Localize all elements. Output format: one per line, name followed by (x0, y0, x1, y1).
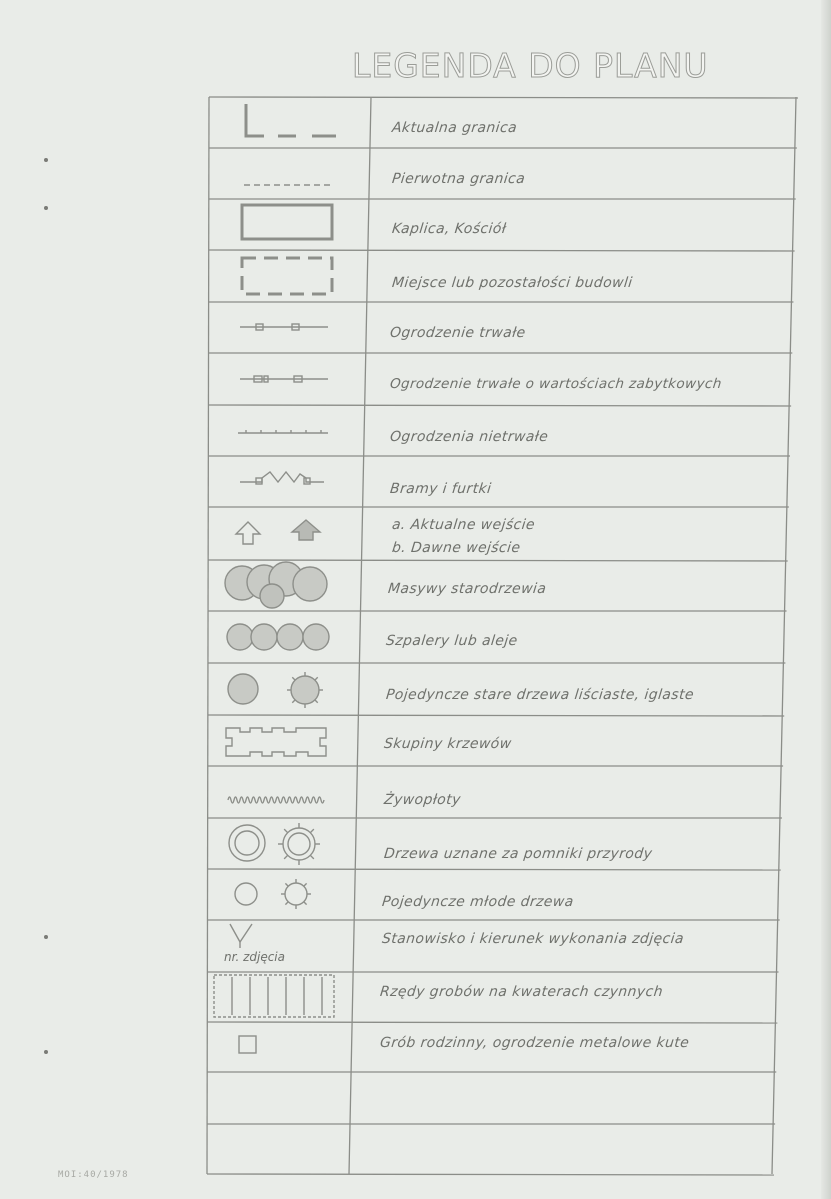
chapel-church-icon (242, 205, 332, 239)
photo-number-label: nr. zdjęcia (224, 950, 285, 964)
table-row-line (208, 405, 791, 406)
old-tree-masses-icon (225, 562, 327, 608)
legend-label-current-boundary: Aktualna granica (391, 120, 518, 136)
gates-icon (240, 472, 324, 484)
entrance-arrows-icon (236, 520, 320, 544)
table-row-line (207, 1022, 777, 1023)
legend-label-family-grave: Grób rodzinny, ogrodzenie metalowe kute (379, 1035, 691, 1051)
archive-stamp: MOI:40/1978 (58, 1170, 129, 1180)
table-right-border (772, 97, 796, 1174)
table-left-border (207, 97, 209, 1174)
hedges-icon (228, 797, 324, 803)
table-row-line (208, 715, 784, 716)
legend-label-historic-fence: Ogrodzenie trwałe o wartościach zabytkowych (389, 376, 723, 392)
legend-label-old-tree-masses: Masywy starodrzewia (387, 581, 548, 597)
legend-label-rows-avenues: Szpalery lub aleje (385, 633, 519, 649)
current-boundary-icon (246, 104, 336, 136)
table-row-line (207, 1174, 774, 1175)
legend-label-nature-monuments: Drzewa uznane za pomniki przyrody (383, 846, 654, 862)
legend-label-gates: Bramy i furtki (389, 481, 493, 497)
legend-label-former-entrance: b. Dawne wejście (391, 540, 522, 556)
permanent-fence-icon (240, 324, 328, 330)
table-column-divider (349, 97, 371, 1174)
single-young-trees-icon (235, 879, 311, 909)
legend-label-original-boundary: Pierwotna granica (391, 171, 527, 187)
legend-label-photo-viewpoint: Stanowisko i kierunek wykonania zdjęcia (381, 931, 685, 947)
page-title: LEGENDA DO PLANU (352, 46, 709, 85)
grave-rows-icon (214, 975, 334, 1017)
table-row-line (209, 97, 798, 98)
legend-label-building-remains: Miejsce lub pozostałości budowli (391, 275, 634, 291)
temporary-fence-icon (238, 430, 328, 433)
photo-viewpoint-icon (230, 924, 252, 948)
legend-label-hedges: Żywopłoty (383, 792, 462, 808)
rows-avenues-icon (227, 624, 329, 650)
building-remains-icon (242, 258, 332, 294)
table-row-line (208, 560, 788, 561)
legend-label-permanent-fence: Ogrodzenie trwałe (389, 325, 527, 341)
shrub-groups-icon (226, 728, 326, 756)
nature-monuments-icon (229, 823, 320, 865)
family-grave-icon (239, 1036, 256, 1053)
table-row-line (209, 250, 795, 251)
legend-label-single-young-trees: Pojedyncze młode drzewa (381, 894, 575, 910)
single-old-trees-icon (228, 672, 323, 708)
legend-label-shrub-groups: Skupiny krzewów (383, 736, 513, 752)
legend-label-single-old-trees: Pojedyncze stare drzewa liściaste, iglaste (385, 687, 695, 703)
historic-fence-icon (240, 376, 328, 382)
legend-label-current-entrance: a. Aktualne wejście (391, 517, 536, 533)
table-row-line (208, 869, 781, 870)
legend-label-temporary-fence: Ogrodzenia nietrwałe (389, 429, 549, 445)
legend-label-chapel-church: Kaplica, Kościół (391, 221, 508, 237)
legend-label-grave-rows: Rzędy grobów na kwaterach czynnych (379, 984, 664, 1000)
